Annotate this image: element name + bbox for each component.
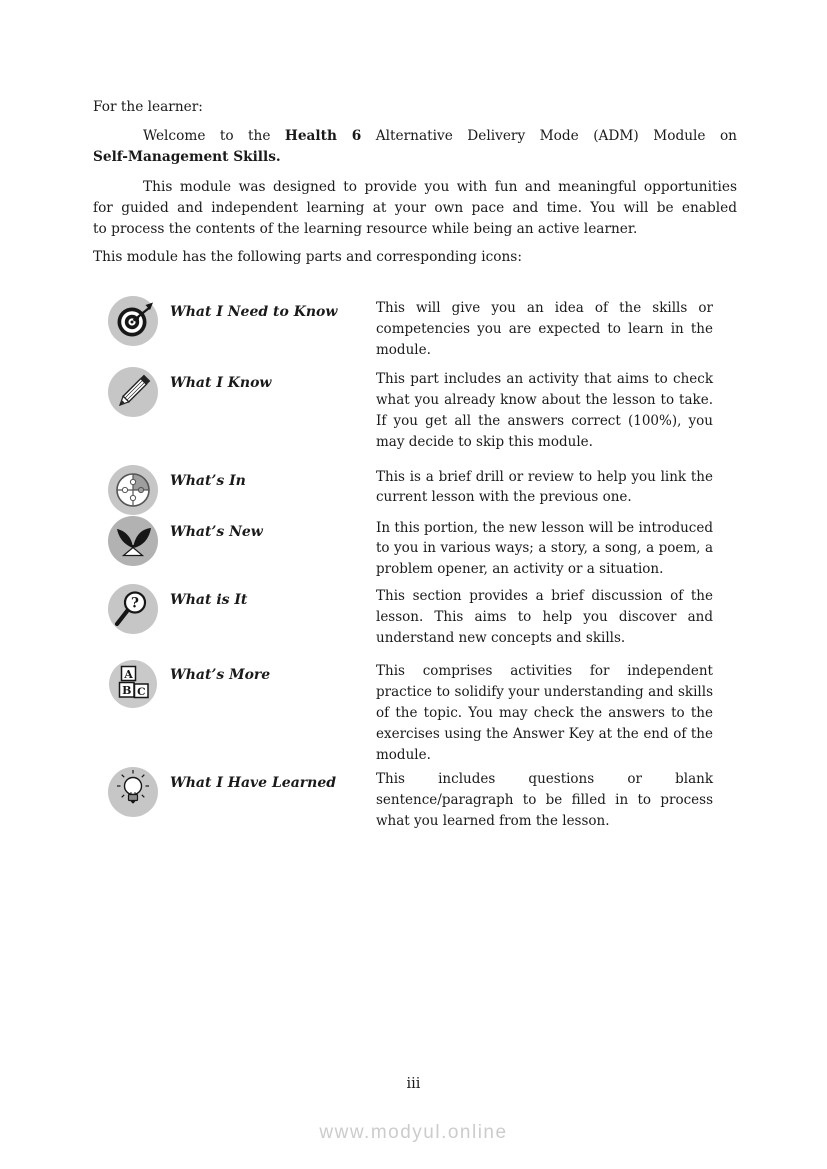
table-row bbox=[93, 766, 737, 831]
about-module-paragraph bbox=[93, 177, 737, 240]
welcome-line-1 bbox=[93, 126, 737, 147]
lightbulb-icon bbox=[108, 767, 158, 817]
icon-cell bbox=[108, 766, 158, 817]
part-description: This part includes an activity that aims to check what you already know about the lesson to take. If you get all the answers correct (100%), you may decide to skip this module. bbox=[376, 371, 713, 450]
course-title: Health 6 bbox=[284, 128, 362, 144]
table-row bbox=[93, 366, 737, 452]
page-number: iii bbox=[406, 1076, 421, 1092]
page-content bbox=[93, 97, 737, 832]
module-topic-title: Self-Management Skills. bbox=[93, 149, 281, 165]
part-description: This includes questions or blank sentence/⁠paragraph to be filled in to process what you learned from the lesson. bbox=[376, 771, 713, 829]
part-label: What’s New bbox=[170, 523, 263, 540]
about-line-3: to process the contents of the learning resource while being an active learner. bbox=[93, 221, 638, 237]
icon-cell bbox=[108, 295, 158, 346]
welcome-paragraph bbox=[93, 126, 737, 168]
welcome-text-mid: Alternative Delivery Mode (ADM) Module on bbox=[361, 128, 737, 144]
pencil-icon bbox=[108, 367, 158, 417]
part-label: What I Know bbox=[170, 375, 272, 392]
question-mark-glyph: ? bbox=[131, 595, 139, 612]
part-description: This section provides a brief discussion of the lesson. This aims to help you discover and understand new concepts and skills. bbox=[376, 587, 713, 646]
part-description: This is a brief drill or review to help you link the current lesson with the previous one. bbox=[376, 468, 713, 506]
table-row bbox=[93, 583, 737, 648]
block-letter-b: B bbox=[122, 684, 132, 698]
table-row bbox=[93, 295, 737, 360]
part-label: What I Have Learned bbox=[170, 775, 337, 792]
icon-cell bbox=[108, 583, 158, 634]
table-row bbox=[93, 515, 737, 580]
icon-cell bbox=[108, 515, 158, 566]
abc-blocks-icon bbox=[108, 659, 158, 709]
part-label: What is It bbox=[170, 591, 248, 608]
part-label: What’s In bbox=[170, 472, 246, 489]
table-row bbox=[93, 658, 737, 765]
icon-cell bbox=[108, 464, 158, 515]
table-row bbox=[93, 464, 737, 515]
part-description: This will give you an idea of the skills or competencies you are expected to learn in the module. bbox=[376, 300, 713, 358]
about-line-2: for guided and independent learning at your own pace and time. You will be enabled bbox=[93, 200, 737, 216]
watermark-text: www.modyul.online bbox=[319, 1122, 508, 1143]
puzzle-icon bbox=[108, 465, 158, 515]
seedling-icon bbox=[108, 516, 158, 566]
block-letter-c: C bbox=[137, 686, 146, 699]
parts-intro-text: This module has the following parts and corresponding icons: bbox=[93, 249, 522, 265]
for-the-learner-heading: For the learner: bbox=[93, 99, 203, 115]
module-parts-table bbox=[93, 295, 737, 832]
about-line-1: This module was designed to provide you with fun and meaningful opportunities bbox=[143, 179, 737, 195]
target-icon bbox=[108, 296, 158, 346]
block-letter-a: A bbox=[124, 668, 133, 682]
part-label: What’s More bbox=[170, 667, 271, 684]
part-description: This comprises activities for independent practice to solidify your understanding and skills of the topic. You may check the answers to the exercises using the Answer Key at the end of the module. bbox=[376, 663, 713, 763]
part-description: In this portion, the new lesson will be introduced to you in various ways; a story, a song, a poem, a problem opener, an activity or a situation. bbox=[376, 519, 713, 578]
icon-cell bbox=[108, 658, 158, 709]
part-label: What I Need to Know bbox=[170, 304, 338, 320]
welcome-text-pre: Welcome to the bbox=[143, 128, 285, 144]
icon-cell bbox=[108, 366, 158, 417]
magnifier-question-icon bbox=[108, 584, 158, 634]
